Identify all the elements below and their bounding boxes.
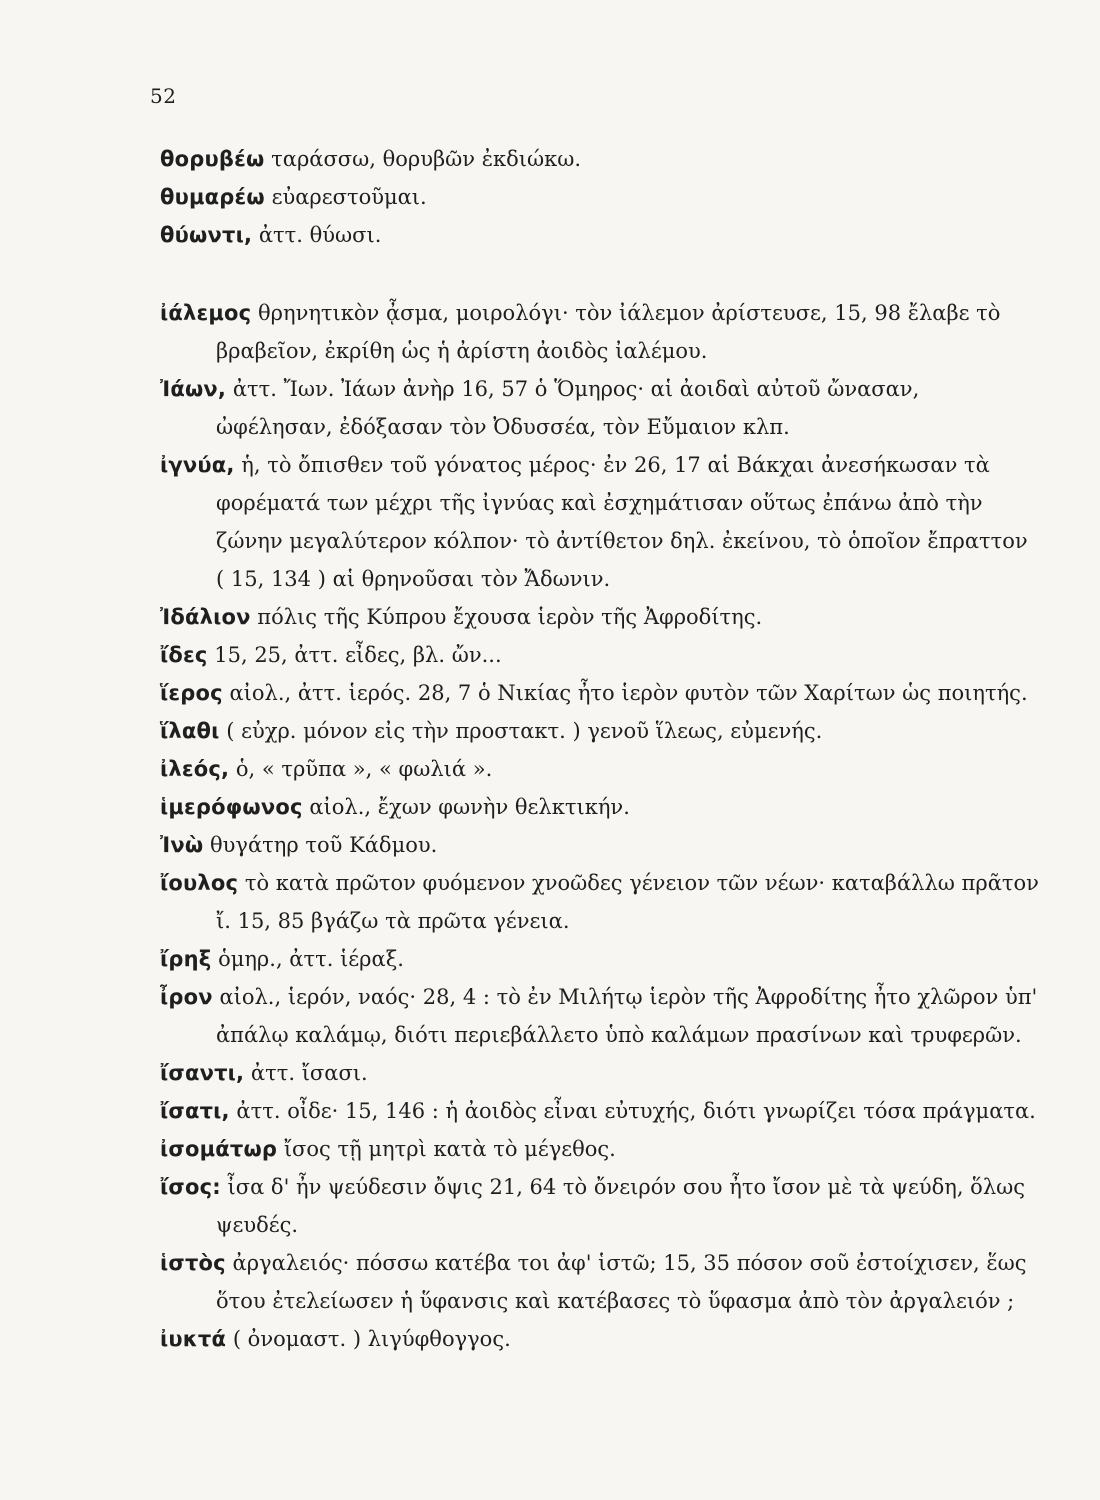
- lemma: ἴσαντι,: [160, 1061, 245, 1085]
- lemma: Ἰνὼ: [160, 833, 204, 857]
- lemma: ἱστὸς: [160, 1251, 226, 1275]
- entry-thyonti: [160, 216, 1040, 254]
- lemma: θυμαρέω: [160, 185, 265, 209]
- definition: ὁμηρ., ἀττ. ἱέραξ.: [218, 947, 404, 971]
- entry-ieros: [160, 674, 1040, 712]
- entry-irix: [160, 940, 1040, 978]
- definition: ὁ, « τρῦπα », « φωλιά ».: [235, 757, 493, 781]
- lemma: ἰσομάτωρ: [160, 1137, 278, 1161]
- lemma: ἴρηξ: [160, 947, 212, 971]
- entry-ides: [160, 636, 1040, 674]
- lemma: ἰλεός,: [160, 757, 230, 781]
- entry-imerofonos: [160, 788, 1040, 826]
- definition: ἀττ. Ἴων. Ἰάων ἀνὴρ 16, 57 ὁ Ὅμηρος· αἱ ἀοιδαὶ αὐτοῦ ὤνασαν, ὠφέλησαν, ἐδόξασαν τὸν Ὀδυσσέα, τὸν Εὔμαιον κλπ.: [216, 377, 920, 439]
- definition: ( εὐχρ. μόνον εἰς τὴν προστακτ. ) γενοῦ ἵλεως, εὐμενής.: [226, 719, 823, 743]
- definition: ἶσα δ' ἦν ψεύδεσιν ὄψις 21, 64 τὸ ὄνειρόν σου ἦτο ἴσον μὲ τὰ ψεύδη, ὅλως ψευδές.: [216, 1175, 1026, 1237]
- entry-iykta: [160, 1320, 1040, 1358]
- lemma: ἰάλεμος: [160, 301, 252, 325]
- lemma: ἰυκτά: [160, 1327, 227, 1351]
- definition: ἀττ. ἴσασι.: [250, 1061, 368, 1085]
- lemma: Ἰάων,: [160, 377, 227, 401]
- lemma: ἱμερόφωνος: [160, 795, 303, 819]
- definition: θυγάτηρ τοῦ Κάδμου.: [210, 833, 438, 857]
- entry-isati: [160, 1092, 1040, 1130]
- definition: 15, 25, ἀττ. εἶδες, βλ. ὤν...: [214, 643, 502, 667]
- lemma: ἵερος: [160, 681, 223, 705]
- entry-group-theta: [160, 140, 1040, 254]
- entry-iaon: [160, 370, 1040, 446]
- lemma: ἶρον: [160, 985, 213, 1009]
- lemma: ἴδες: [160, 643, 208, 667]
- entry-ino: [160, 826, 1040, 864]
- definition: θρηνητικὸν ᾆσμα, μοιρολόγι· τὸν ἰάλεμον ἀρίστευσε, 15, 98 ἔλαβε τὸ βραβεῖον, ἐκρίθη ὡς ἡ ἀρίστη ἀοιδὸς ἰαλέμου.: [216, 301, 1001, 363]
- entry-ignya: [160, 446, 1040, 598]
- entry-ilathi: [160, 712, 1040, 750]
- entry-iron: [160, 978, 1040, 1054]
- definition: ταράσσω, θορυβῶν ἐκδιώκω.: [271, 147, 582, 171]
- lemma: ἴσατι,: [160, 1099, 230, 1123]
- entry-isomator: [160, 1130, 1040, 1168]
- definition: ( ὀνομαστ. ) λιγύφθογγος.: [232, 1327, 511, 1351]
- lemma: ἰγνύα,: [160, 453, 235, 477]
- entry-thoryveo: [160, 140, 1040, 178]
- entry-group-iota: [160, 294, 1040, 1358]
- definition: ἀργαλειός· πόσσω κατέβα τοι ἀφ' ἱστῶ; 15, 35 πόσον σοῦ ἐστοίχισεν, ἕως ὅτου ἐτελείωσεν ἡ ὕφανσις καὶ κατέβασες τὸ ὕφασμα ἀπὸ τὸν ἀργαλειόν ;: [216, 1251, 1027, 1313]
- lemma: ἴουλος: [160, 871, 239, 895]
- page-number: 52: [150, 84, 177, 108]
- entry-ialemos: [160, 294, 1040, 370]
- entry-thymareo: [160, 178, 1040, 216]
- lemma: ἴσος:: [160, 1175, 221, 1199]
- entry-ileos: [160, 750, 1040, 788]
- definition: αἰολ., ἱερόν, ναός· 28, 4 : τὸ ἐν Μιλήτῳ ἱερὸν τῆς Ἀφροδίτης ἦτο χλῶρον ὑπ' ἀπάλῳ καλάμῳ, διότι περιεβάλλετο ὑπὸ καλάμων πρασίνων καὶ τρυφερῶν.: [216, 985, 1038, 1047]
- entry-idalion: [160, 598, 1040, 636]
- definition: ἀττ. θύωσι.: [258, 223, 382, 247]
- definition: ἀττ. οἶδε· 15, 146 : ἡ ἀοιδὸς εἶναι εὐτυχής, διότι γνωρίζει τόσα πράγματα.: [236, 1099, 1036, 1123]
- definition: τὸ κατὰ πρῶτον φυόμενον χνοῶδες γένειον τῶν νέων· καταβάλλω πρᾶτον ἴ. 15, 85 βγάζω τὰ πρῶτα γένεια.: [216, 871, 1039, 933]
- definition: ἴσος τῇ μητρὶ κατὰ τὸ μέγεθος.: [283, 1137, 616, 1161]
- lemma: Ἰδάλιον: [160, 605, 251, 629]
- entry-list: [160, 140, 1040, 1358]
- lemma: θορυβέω: [160, 147, 265, 171]
- entry-istos: [160, 1244, 1040, 1320]
- definition: εὐαρεστοῦμαι.: [271, 185, 427, 209]
- entry-ioulos: [160, 864, 1040, 940]
- definition: αἰολ., ἔχων φωνὴν θελκτικήν.: [309, 795, 630, 819]
- definition: αἰολ., ἀττ. ἱερός. 28, 7 ὁ Νικίας ἦτο ἱερὸν φυτὸν τῶν Χαρίτων ὡς ποιητής.: [229, 681, 1028, 705]
- definition: πόλις τῆς Κύπρου ἔχουσα ἱερὸν τῆς Ἀφροδίτης.: [257, 605, 763, 629]
- entry-isos: [160, 1168, 1040, 1244]
- entry-isanti: [160, 1054, 1040, 1092]
- lemma: θύωντι,: [160, 223, 253, 247]
- definition: ἡ, τὸ ὄπισθεν τοῦ γόνατος μέρος· ἐν 26, 17 αἱ Βάκχαι ἀνεσήκωσαν τὰ φορέματά των μέχρι τῆς ἰγνύας καὶ ἐσχημάτισαν οὕτως ἐπάνω ἀπὸ τὴν ζώνην μεγαλύτερον κόλπον· τὸ ἀντίθετον δηλ. ἐκείνου, τὸ ὁποῖον ἔπραττον ( 15, 134 ) αἱ θρηνοῦσαι τὸν Ἄδωνιν.: [216, 453, 1028, 591]
- lemma: ἵλαθι: [160, 719, 220, 743]
